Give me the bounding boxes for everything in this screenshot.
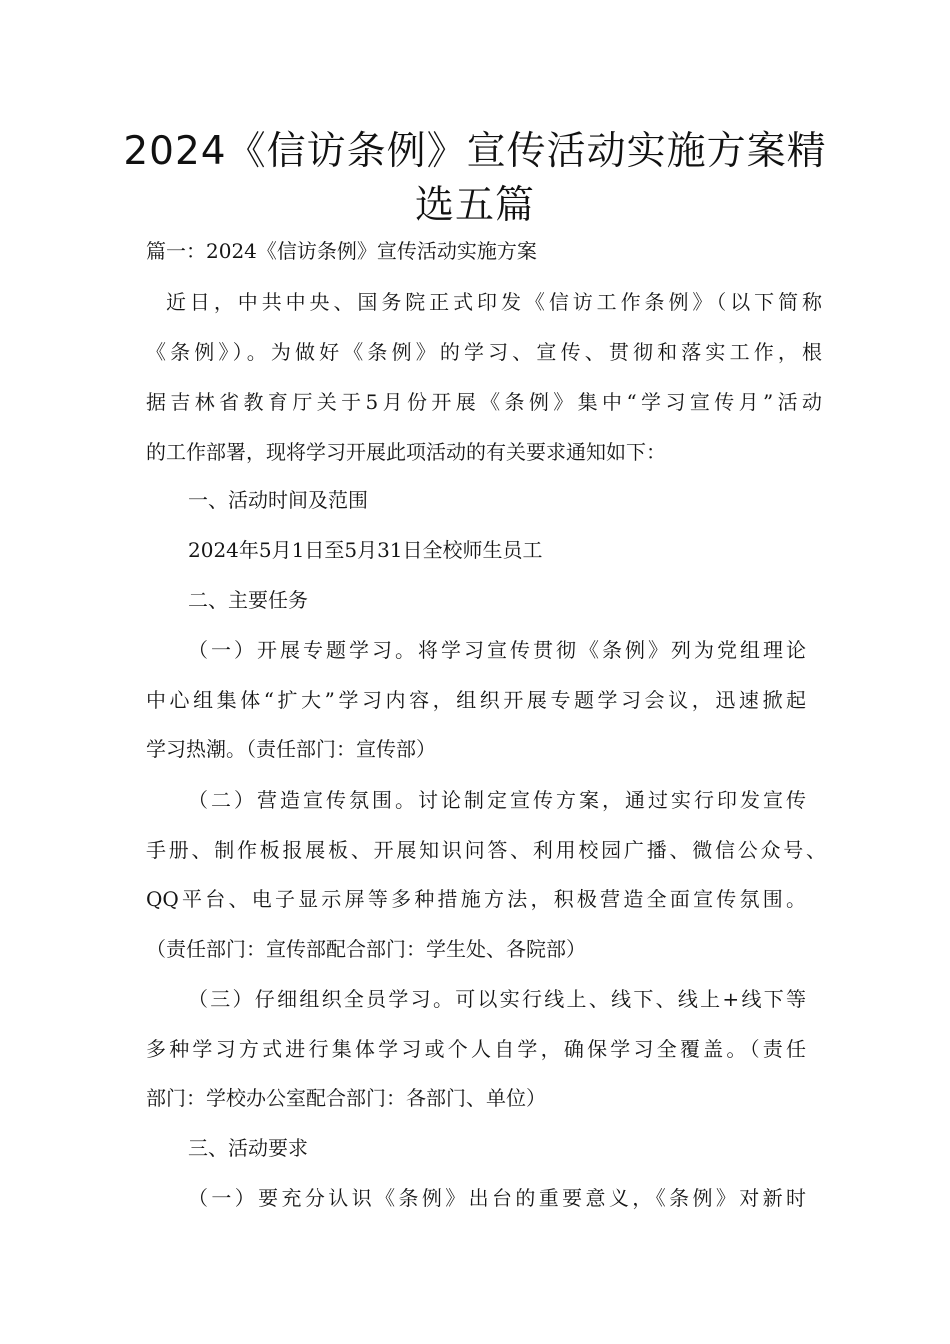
paragraph-line: 据吉林省教育厅关于5月份开展《条例》集中“学习宣传月”活动 (146, 390, 822, 414)
paragraph-line: （三）仔细组织全员学习。可以实行线上、线下、线上+线下等 (188, 987, 806, 1011)
section-heading-part-one: 篇一：2024《信访条例》宣传活动实施方案 (146, 239, 537, 263)
paragraph-line: （一）要充分认识《条例》出台的重要意义，《条例》对新时 (188, 1186, 806, 1210)
paragraph-line: （责任部门：宣传部配合部门：学生处、各院部） (146, 937, 586, 961)
paragraph-line: 多种学习方式进行集体学习或个人自学，确保学习全覆盖。（责任 (146, 1037, 806, 1061)
section-heading: 三、活动要求 (188, 1136, 308, 1160)
paragraph-line: 手册、制作板报展板、开展知识问答、利用校园广播、微信公众号、 (146, 838, 826, 862)
paragraph-line: （一）开展专题学习。将学习宣传贯彻《条例》列为党组理论 (188, 638, 806, 662)
paragraph-line: 近日，中共中央、国务院正式印发《信访工作条例》（以下简称 (166, 290, 822, 314)
document-title-line-1: 2024《信访条例》宣传活动实施方案精 (123, 129, 827, 174)
paragraph-line: QQ平台、电子显示屏等多种措施方法，积极营造全面宣传氛围。 (146, 887, 806, 911)
paragraph-line: 中心组集体“扩大”学习内容，组织开展专题学习会议，迅速掀起 (146, 688, 806, 712)
document-title-line-2: 选五篇 (414, 183, 535, 228)
paragraph-line: 学习热潮。（责任部门：宣传部） (146, 737, 436, 761)
paragraph-line: 的工作部署，现将学习开展此项活动的有关要求通知如下： (146, 440, 666, 464)
section-heading: 二、主要任务 (188, 588, 308, 612)
section-heading: 一、活动时间及范围 (188, 488, 368, 512)
paragraph-line: （二）营造宣传氛围。讨论制定宣传方案，通过实行印发宣传 (188, 788, 806, 812)
paragraph-line: 2024年5月1日至5月31日全校师生员工 (188, 538, 543, 562)
paragraph-line: 部门：学校办公室配合部门：各部门、单位） (146, 1086, 546, 1110)
paragraph-line: 《条例》）。为做好《条例》的学习、宣传、贯彻和落实工作，根 (146, 340, 822, 364)
